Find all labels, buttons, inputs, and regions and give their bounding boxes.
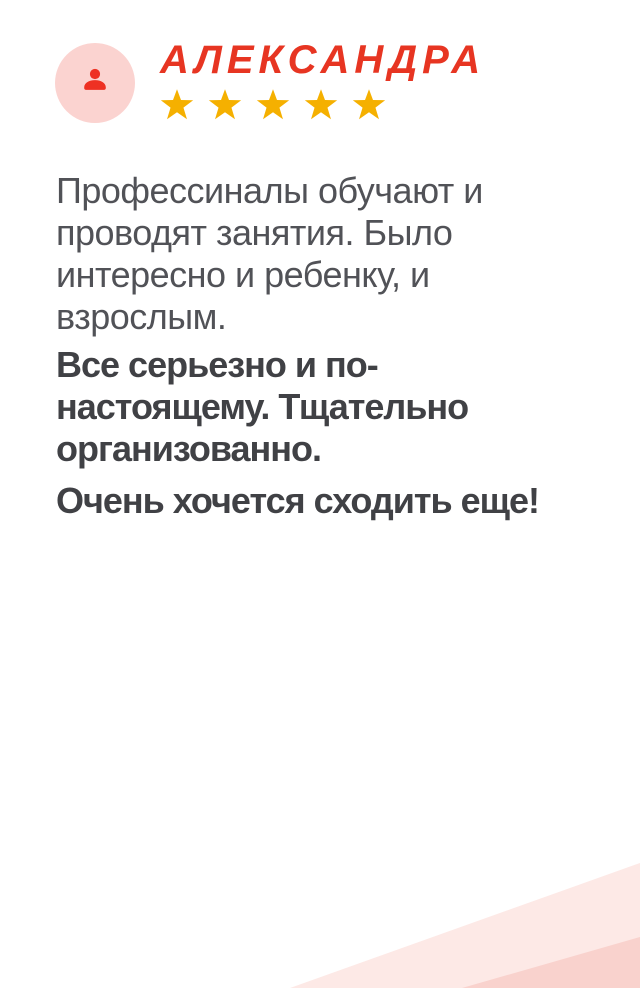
review-text: [56, 170, 596, 528]
text-line: интересно и ребенку, и: [56, 254, 430, 295]
review-header: [0, 0, 640, 140]
star-icon: [160, 89, 194, 122]
person-icon: [71, 57, 119, 110]
text-line: настоящему. Тщательно: [56, 386, 469, 427]
review-paragraph: [56, 480, 596, 522]
reviewer-name: АЛЕКСАНДРА: [160, 38, 486, 82]
review-paragraph: [56, 344, 596, 470]
ribbon-light-band: [290, 863, 640, 988]
text-line: проводят занятия. Было: [56, 212, 453, 253]
star-icon: [304, 89, 338, 122]
star-icon: [208, 89, 242, 122]
text-line: организованно.: [56, 428, 322, 469]
star-icon: [352, 89, 386, 122]
review-paragraph: [56, 170, 596, 338]
decorative-ribbon: [0, 848, 640, 988]
star-icon: [256, 89, 290, 122]
ribbon-dark-band: [462, 937, 640, 988]
text-line: Профессиналы обучают и: [56, 170, 483, 211]
text-line: Очень хочется сходить еще!: [56, 480, 539, 521]
star-rating: [160, 89, 386, 122]
text-line: Все серьезно и по-: [56, 344, 378, 385]
avatar: [55, 43, 135, 123]
text-line: взрослым.: [56, 296, 227, 337]
